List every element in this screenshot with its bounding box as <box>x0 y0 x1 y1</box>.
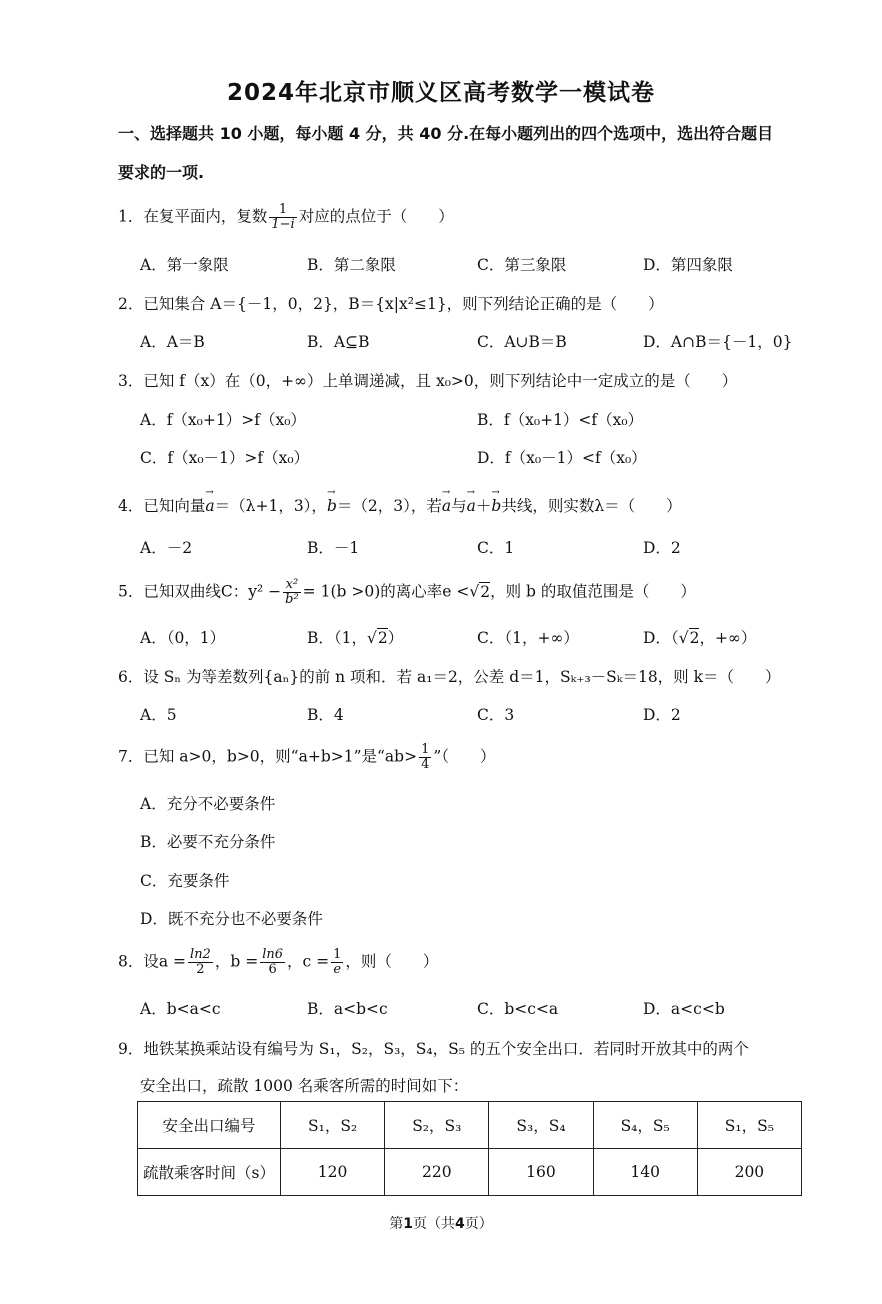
table-header-cell: S₃，S₄ <box>489 1102 593 1149</box>
question-text: 已知集合 A＝{－1，0，2}，B＝{x|x²≤1}，则下列结论正确的是（ ） <box>143 295 664 313</box>
question-number: 9． <box>118 1040 144 1058</box>
option-a: A．（0，1） <box>140 629 226 647</box>
question-text: 已知 f（x）在（0，+∞）上单调递减，且 x₀>0，则下列结论中一定成立的是（ ） <box>143 372 738 390</box>
option-c: C．第三象限 <box>477 256 567 274</box>
question-4: 4．已知向量→ a＝（λ+1，3），→ b＝（2，3），若→ a与→ a＋→ b共线，则实数λ＝（ ） <box>118 494 682 516</box>
table-cell: 120 <box>281 1149 385 1196</box>
page-footer: 第1页（共4页） <box>389 1216 493 1232</box>
option-b: B．A⊆B <box>307 333 370 351</box>
question-number: 8． <box>118 952 144 971</box>
option-c: C．充要条件 <box>140 872 230 890</box>
vector-b: → b <box>491 497 501 515</box>
table-cell: 220 <box>385 1149 489 1196</box>
vector-a: → a <box>467 497 476 515</box>
table-header-cell: S₁，S₂ <box>281 1102 385 1149</box>
question-number: 1． <box>118 207 144 226</box>
option-a: A．第一象限 <box>140 256 229 274</box>
table-header-cell: S₁，S₅ <box>697 1102 801 1149</box>
table-header-cell: S₄，S₅ <box>593 1102 697 1149</box>
option-a: A．f（x₀+1）>f（x₀） <box>140 411 306 429</box>
fraction: $\frac{1}{e}$ <box>333 947 342 977</box>
question-7: 7．已知 a>0，b>0，则“a+b>1”是“ab> $\frac{1}{4}$ ”（ ） <box>118 742 496 772</box>
table-header-cell: 安全出口编号 <box>138 1102 281 1149</box>
option-d: D．第四象限 <box>643 256 733 274</box>
option-b: B．－1 <box>307 539 360 557</box>
option-c: C．3 <box>477 706 515 724</box>
page-total: 4 <box>455 1216 465 1232</box>
option-d: D．2 <box>643 539 681 557</box>
question-number: 6． <box>118 668 144 686</box>
vector-b: → b <box>327 497 337 515</box>
question-1 <box>118 203 454 232</box>
option-d: D．2 <box>643 706 681 724</box>
fraction: $\frac{\ln 6}{6}$ <box>262 947 283 977</box>
option-b: B．f（x₀+1）<f（x₀） <box>477 411 644 429</box>
option-a: A．－2 <box>140 539 193 557</box>
question-9-line2: 安全出口，疏散 1000 名乘客所需的时间如下： <box>140 1077 469 1095</box>
question-number: 7． <box>118 747 144 766</box>
question-text: 对应的点位于（ ） <box>298 207 454 226</box>
question-2 <box>118 292 664 314</box>
option-d: D．a<c<b <box>643 1000 725 1018</box>
question-text: 在复平面内，复数 <box>143 207 268 226</box>
table-row <box>138 1102 802 1149</box>
question-number: 3． <box>118 372 144 390</box>
option-c: C．b<c<a <box>477 1000 559 1018</box>
question-number: 2． <box>118 295 144 313</box>
fraction: $\frac{1}{1-i}$ <box>271 202 295 232</box>
table-cell: 160 <box>489 1149 593 1196</box>
page-number: 1 <box>403 1216 413 1232</box>
sqrt-symbol: √ <box>469 582 480 601</box>
option-b: B．4 <box>307 706 344 724</box>
table-cell: 140 <box>593 1149 697 1196</box>
option-d: D．（√2，+∞） <box>643 629 757 647</box>
option-d: D．A∩B＝{－1，0} <box>643 333 793 351</box>
evacuation-table <box>137 1101 802 1196</box>
option-c: C．1 <box>477 539 515 557</box>
vector-a: → a <box>442 497 451 515</box>
question-5: 5．已知双曲线C：y² − $\frac{\text{x²}}{\text{b²}}$ = 1(b >0)的离心率e <√2，则 b 的取值范围是（ ） <box>118 577 696 607</box>
option-a: A．5 <box>140 706 177 724</box>
option-b: B．必要不充分条件 <box>140 833 276 851</box>
option-a: A．A＝B <box>140 333 205 351</box>
option-b: B．第二象限 <box>307 256 396 274</box>
section-heading-line1: 一、选择题共 10 小题，每小题 4 分，共 40 分.在每小题列出的四个选项中，选出符合题目 <box>118 124 774 143</box>
option-b: B．（1，√2） <box>307 629 404 647</box>
table-cell: 200 <box>697 1149 801 1196</box>
question-8: 8．设a = $\frac{\ln 2}{2}$ ，b = $\frac{\ln 6}{6}$ ，c = $\frac{1}{e}$ ，则（ ） <box>118 947 439 977</box>
question-text: 地铁某换乘站设有编号为 S₁，S₂，S₃，S₄，S₅ 的五个安全出口．若同时开放其中的两个 <box>143 1040 749 1058</box>
question-3 <box>118 369 737 391</box>
section-heading-line2: 要求的一项. <box>118 163 205 182</box>
option-c: C．f（x₀－1）>f（x₀） <box>140 449 310 467</box>
option-d: D．既不充分也不必要条件 <box>140 910 323 928</box>
option-d: D．f（x₀－1）<f（x₀） <box>477 449 647 467</box>
page-title: 2024年北京市顺义区高考数学一模试卷 <box>226 80 655 106</box>
vector-a: → a <box>205 497 214 515</box>
option-c: C．（1，+∞） <box>477 629 579 647</box>
option-a: A．充分不必要条件 <box>140 795 276 813</box>
option-a: A．b<a<c <box>140 1000 221 1018</box>
fraction: $\frac{\text{x²}}{\text{b²}}$ <box>285 577 299 607</box>
fraction: $\frac{1}{4}$ <box>421 742 430 772</box>
table-cell: 疏散乘客时间（s） <box>138 1149 281 1196</box>
fraction: $\frac{\ln 2}{2}$ <box>190 947 211 977</box>
question-9 <box>118 1037 749 1059</box>
question-text: 设 Sₙ 为等差数列{aₙ}的前 n 项和．若 a₁＝2，公差 d＝1，Sₖ₊₃－Sₖ＝18，则 k＝（ ） <box>143 668 781 686</box>
question-number: 5． <box>118 582 144 601</box>
question-6 <box>118 665 781 687</box>
table-row <box>138 1149 802 1196</box>
option-c: C．A∪B＝B <box>477 333 567 351</box>
table-header-cell: S₂，S₃ <box>385 1102 489 1149</box>
question-number: 4． <box>118 497 144 515</box>
option-b: B．a<b<c <box>307 1000 388 1018</box>
